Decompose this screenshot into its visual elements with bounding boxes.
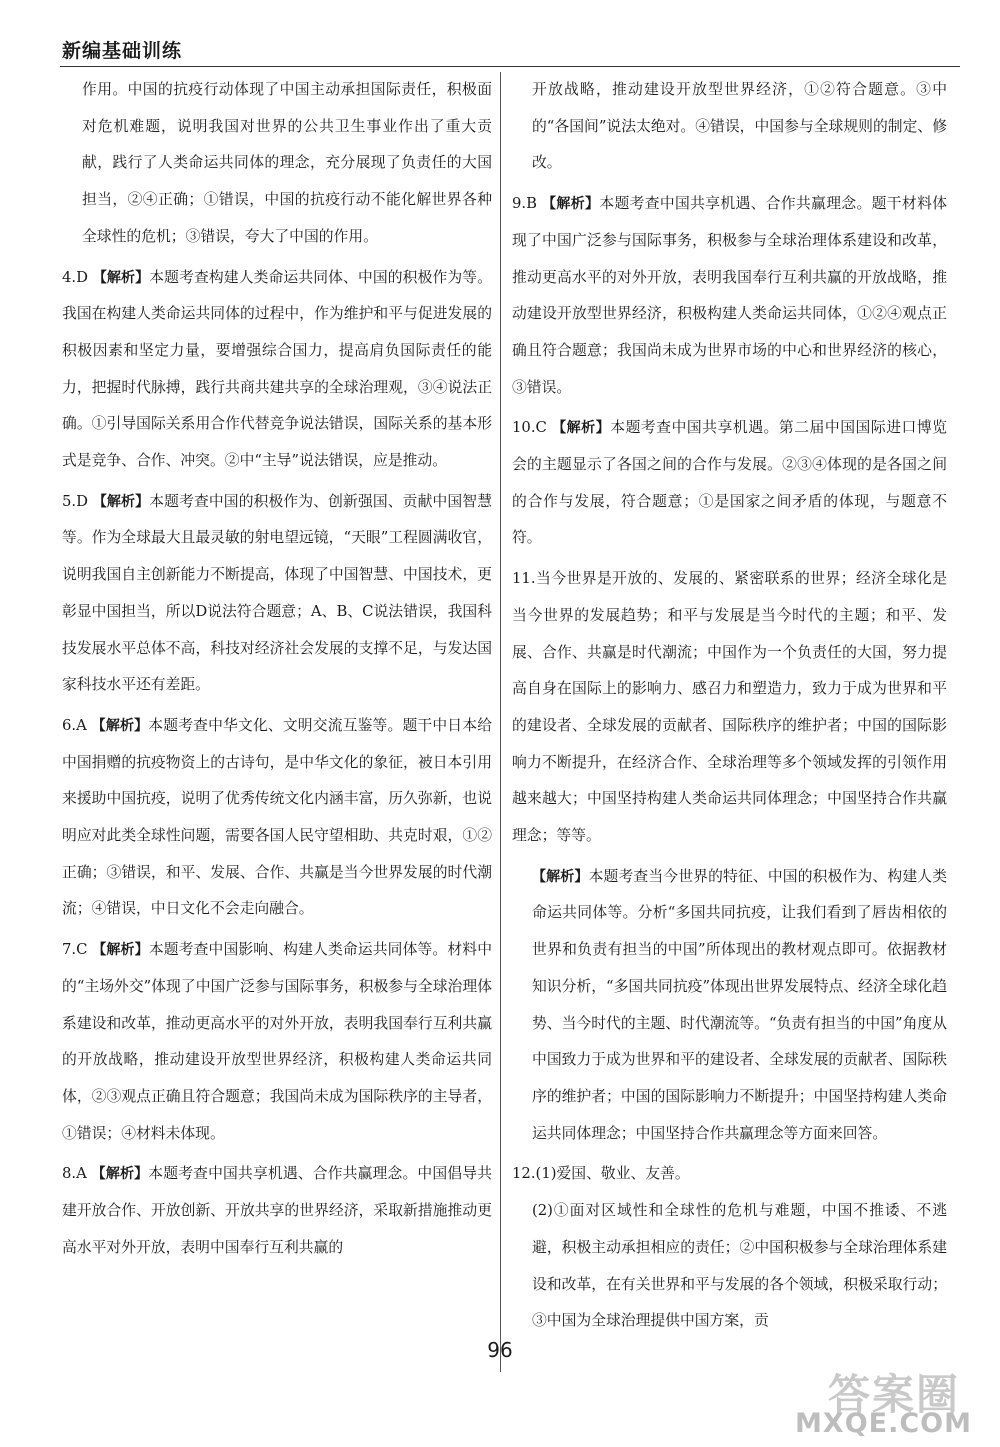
answer-q7 (62, 932, 492, 1152)
q3-continuation (62, 72, 492, 256)
answer-text: 本题考查中华文化、文明交流互鉴等。题干中日本给中国捐赠的抗疫物资上的古诗句，是中华文化的象征，被日本引用来援助中国抗疫，说明了优秀传统文化内涵丰富，历久弥新，也说明应对此类全球性问题，需要各国人民守望相助、共克时艰，①②正确；③错误，和平、发展、合作、共赢是当今世界发展的时代潮流；④错误，中日文化不会走向融合。 (62, 716, 492, 918)
answer-number: 11. (512, 570, 536, 588)
analysis-tag: 【解析】 (91, 1166, 149, 1183)
answer-number: 4.D (62, 268, 88, 286)
answer-text: 本题考查中国的积极作为、创新强国、贡献中国智慧等。作为全球最大且最灵敏的射电望远镜，“天眼”工程圆满收官，说明我国自主创新能力不断提高，体现了中国智慧、中国技术，更彰显中国担当，所以D说法符合题意；A、B、C说法错误，我国科技发展水平总体不高，科技对经济社会发展的支撑不足，与发达国家科技水平还有差距。 (62, 492, 492, 694)
analysis-tag: 【解析】 (92, 942, 149, 959)
answer-q8 (62, 1156, 492, 1266)
answer-text: 本题考查中国共享机遇、合作共赢理念。中国倡导共建开放合作、开放创新、开放共享的世界经济，采取新措施推动更高水平对外开放，表明中国奉行互利共赢的 (62, 1165, 492, 1256)
right-column (512, 72, 947, 1372)
answer-q10 (512, 410, 947, 557)
analysis-tag: 【解析】 (92, 493, 150, 510)
watermark-logo: 答案圈 (827, 1370, 960, 1419)
answer-number: 8.A (62, 1165, 87, 1183)
analysis-tag: 【解析】 (552, 420, 611, 437)
answer-number: 7.C (62, 941, 88, 959)
q8-cont-text: 开放战略，推动建设开放型世界经济，①②符合题意。③中的“各国间”说法太绝对。④错误，中国参与全球规则的制定、修改。 (532, 81, 947, 172)
q3-cont-text: 作用。中国的抗疫行动体现了中国主动承担国际责任，积极面对危机难题，说明我国对世界的公共卫生事业作出了重大贡献，践行了人类命运共同体的理念，充分展现了负责任的大国担当，②④正确；①错误，中国的抗疫行动不能化解世界各种全球性的危机；③错误，夸大了中国的作用。 (82, 81, 492, 245)
analysis-tag: 【解析】 (91, 717, 149, 734)
answer-text: 本题考查中国共享机遇、合作共赢理念。题干材料体现了中国广泛参与国际事务，积极参与全球治理体系建设和改革，推动更高水平的对外开放，表明我国奉行互利共赢的开放战略，推动建设开放型世界经济，积极构建人类命运共同体，①②④观点正确且符合题意；我国尚未成为世界市场的中心和世界经济的核心，③错误。 (512, 195, 947, 396)
answer-part-1: (1)爱国、敬业、友善。 (535, 1165, 690, 1183)
watermark-url: MXQE.COM (795, 1408, 972, 1439)
answer-q5 (62, 484, 492, 704)
book-title: 新编基础训练 (62, 40, 183, 62)
answer-q11-analysis (512, 859, 947, 1153)
answer-number: 6.A (62, 716, 87, 734)
answer-text: 本题考查构建人类命运共同体、中国的积极作为等。我国在构建人类命运共同体的过程中，作为维护和平与促进发展的积极因素和坚定力量，要增强综合国力，提高肩负国际责任的能力，把握时代脉搏，践行共商共建共享的全球治理观，③④说法正确。①引导国际关系用合作代替竞争说法错误，国际关系的基本形式是竞争、合作、冲突。②中“主导”说法错误，应是推动。 (62, 268, 492, 470)
answer-number: 10.C (512, 419, 547, 437)
q8-continuation (512, 72, 947, 182)
answer-q11 (512, 561, 947, 855)
left-column (62, 72, 492, 1372)
analysis-tag: 【解析】 (92, 269, 150, 286)
answer-number: 12. (512, 1165, 536, 1183)
analysis-text: 本题考查当今世界的特征、中国的积极作为、构建人类命运共同体等。分析“多国共同抗疫，让我们看到了唇齿相依的世界和负责有担当的中国”所体现出的教材观点即可。依据教材知识分析，“多国共同抗疫”体现出世界发展特点、经济全球化趋势、当今时代的主题、时代潮流等。“负责有担当的中国”角度从中国致力于成为世界和平的建设者、全球发展的贡献者、国际秩序的维护者；中国的国际影响力不断提升；中国坚持构建人类命运共同体理念；中国坚持合作共赢理念等方面来回答。 (532, 867, 947, 1142)
answer-q4 (62, 260, 492, 480)
answer-text: 本题考查中国共享机遇。第二届中国国际进口博览会的主题显示了各国之间的合作与发展。②③④体现的是各国之间的合作与发展，符合题意；①是国家之间矛盾的体现，与题意不符。 (512, 419, 947, 547)
answer-q12 (512, 1156, 947, 1340)
column-divider (500, 72, 501, 1372)
answer-number: 9.B (512, 195, 537, 213)
answer-text: 当今世界是开放的、发展的、紧密联系的世界；经济全球化是当今世界的发展趋势；和平与发展是当今时代的主题；和平、发展、合作、共赢是时代潮流；中国作为一个负责任的大国，努力提高自身在国际上的影响力、感召力和塑造力，致力于成为世界和平的建设者、全球发展的贡献者、国际秩序的维护者；中国的国际影响力不断提升，在经济合作、全球治理等多个领域发挥的引领作用越来越大；中国坚持构建人类命运共同体理念；中国坚持合作共赢理念；等等。 (512, 570, 947, 845)
answer-number: 5.D (62, 492, 88, 510)
analysis-tag: 【解析】 (542, 196, 600, 213)
page-number: 96 (487, 1338, 513, 1362)
answer-q6 (62, 708, 492, 928)
header-rule (60, 66, 960, 67)
answer-text: 本题考查中国影响、构建人类命运共同体等。材料中的“主场外交”体现了中国广泛参与国际事务，积极参与全球治理体系建设和改革，推动更高水平的对外开放，表明我国奉行互利共赢的开放战略，推动建设开放型世界经济，积极构建人类命运共同体，②③观点正确且符合题意；我国尚未成为国际秩序的主导者，①错误；④材料未体现。 (62, 941, 492, 1142)
answer-q9 (512, 186, 947, 406)
watermark (768, 1362, 978, 1442)
analysis-tag: 【解析】 (532, 868, 589, 885)
answer-part-2: (2)①面对区域性和全球性的危机与难题，中国不推诿、不逃避，积极主动承担相应的责任；②中国积极参与全球治理体系建设和改革，在有关世界和平与发展的各个领域，积极采取行动；③中国为全球治理提供中国方案，贡 (532, 1202, 947, 1330)
